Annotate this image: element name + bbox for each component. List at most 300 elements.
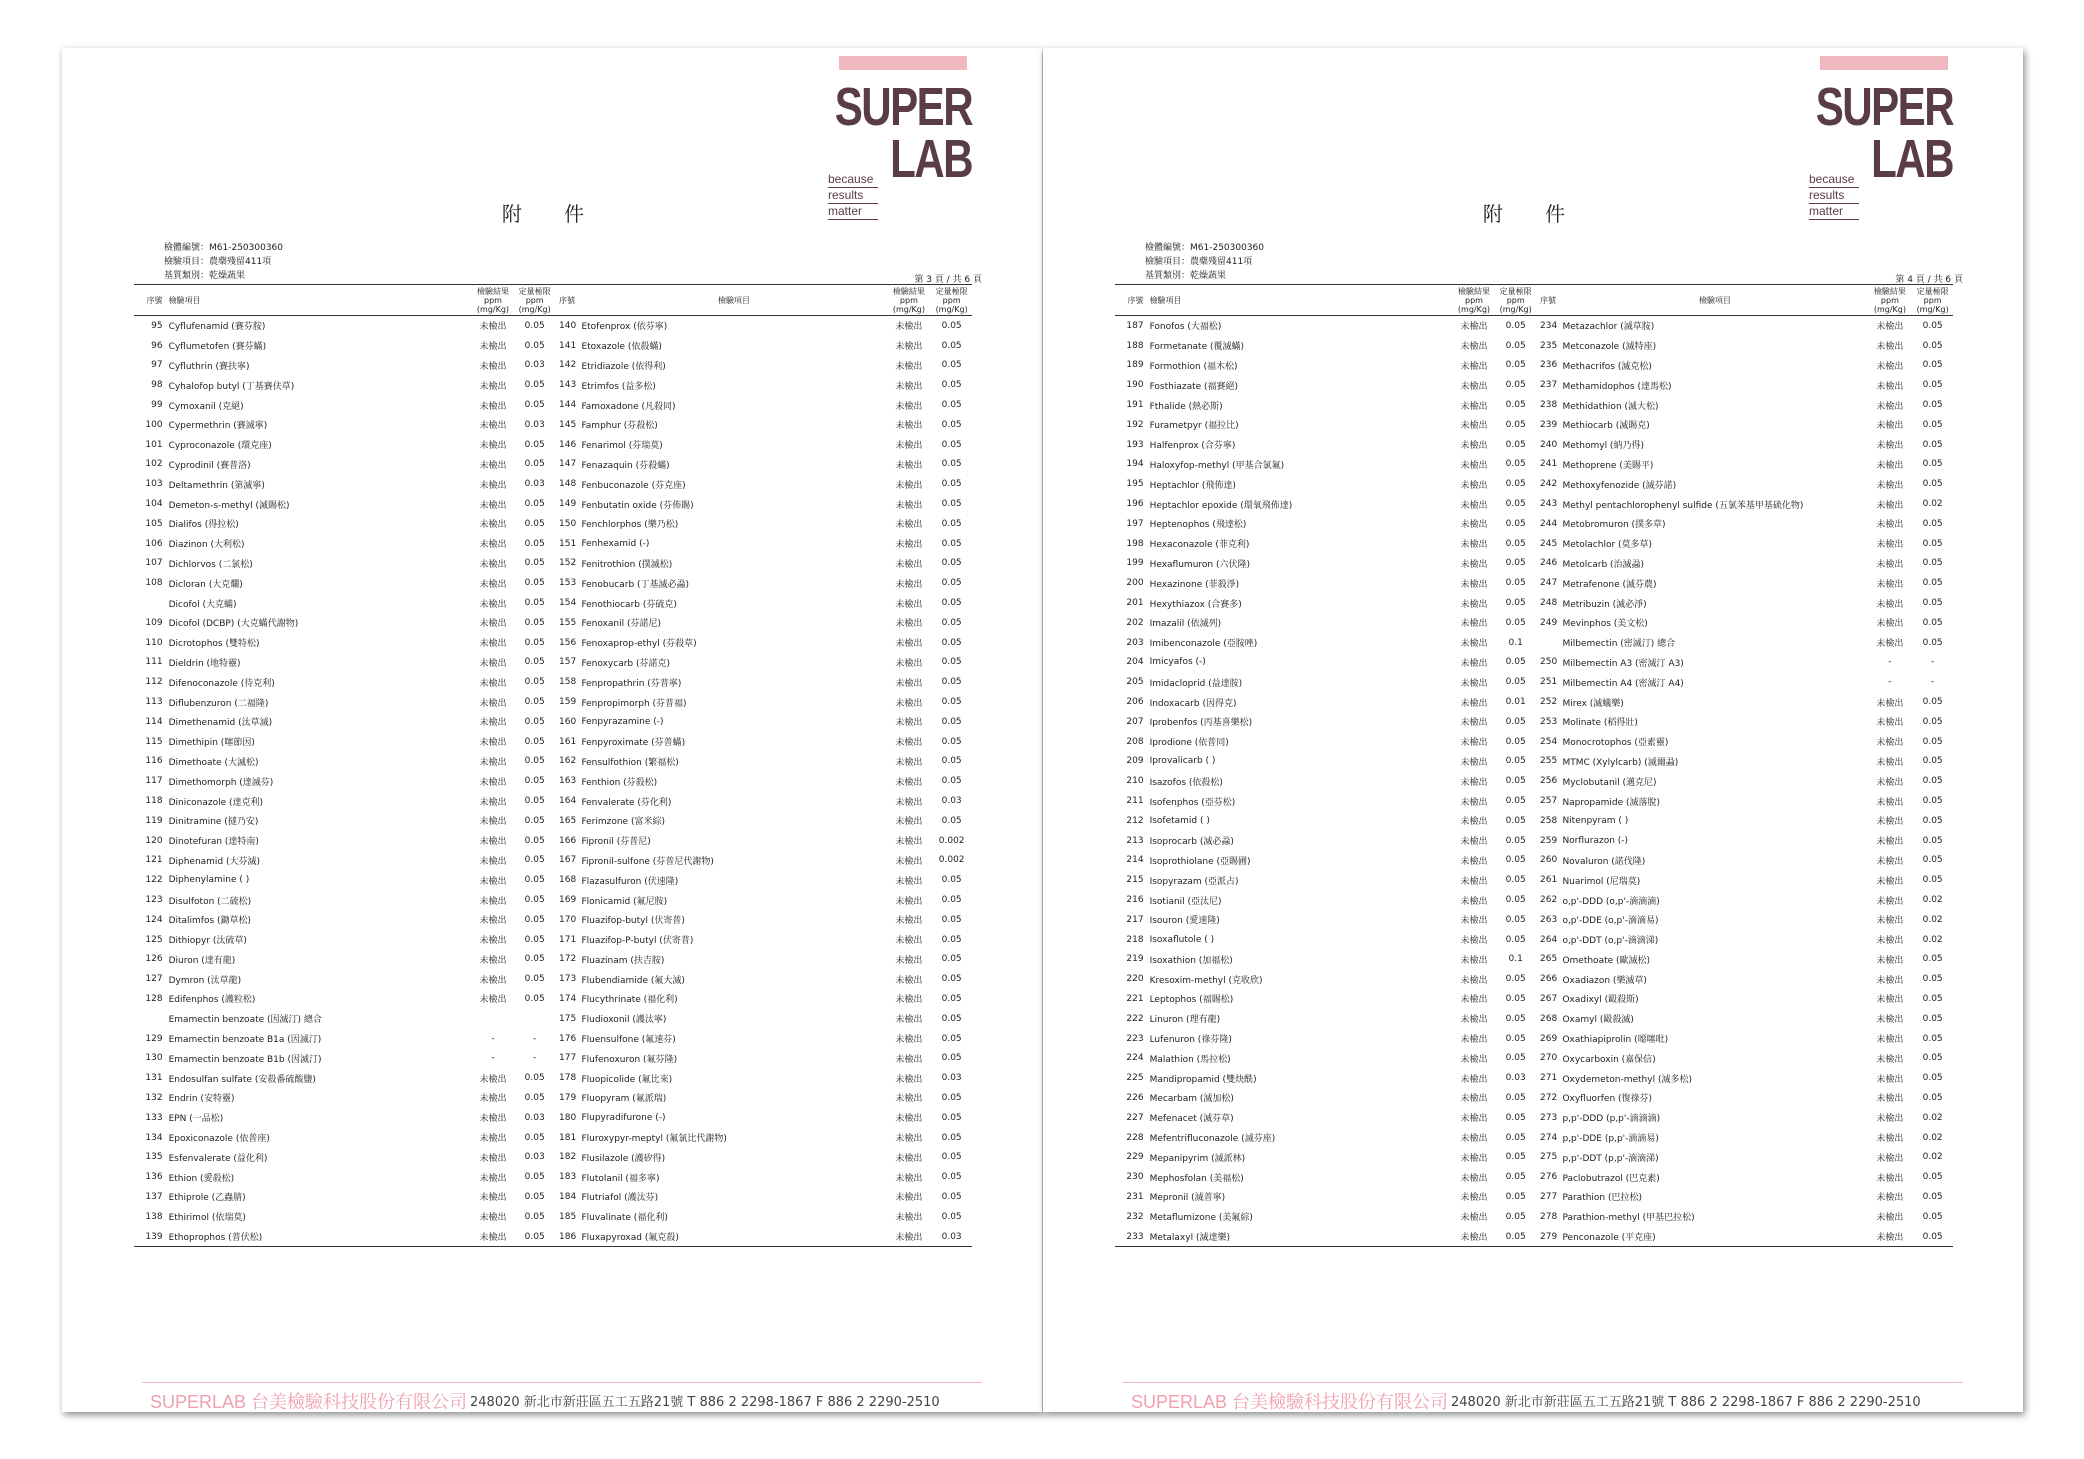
- table-row: [1115, 969, 1953, 989]
- quant-limit: 0.05: [1922, 320, 1943, 331]
- quant-limit: 0.05: [1505, 677, 1526, 688]
- table-row: [134, 1068, 972, 1088]
- table-row: [134, 890, 972, 910]
- quant-limit: 0.05: [1922, 617, 1943, 628]
- row-no: 194: [1126, 459, 1144, 470]
- pesticide-name: Mepanipyrim (滅派林): [1149, 1153, 1246, 1164]
- pesticide-name: Novaluron (諾伐隆): [1562, 856, 1646, 867]
- quant-limit: 0.05: [1505, 657, 1526, 668]
- result: 未檢出: [895, 718, 923, 729]
- result: 未檢出: [1460, 896, 1488, 907]
- table-row: [1115, 375, 1953, 395]
- row-no: 256: [1540, 776, 1558, 787]
- table-row: [134, 613, 972, 633]
- result: 未檢出: [1876, 738, 1904, 749]
- quant-limit: 0.05: [524, 400, 545, 411]
- pesticide-name: Isoprothiolane (亞賜圃): [1149, 856, 1251, 867]
- quant-limit: 0.05: [524, 677, 545, 688]
- sample-no: 檢體編號：M61-250300360: [1145, 243, 1264, 253]
- row-no: [134, 593, 169, 613]
- pesticide-name: Etoxazole (依殺蟎): [581, 342, 662, 353]
- pesticide-name: Metaflumizone (美氟綜): [1149, 1213, 1253, 1224]
- quant-limit: 0.05: [524, 499, 545, 510]
- pesticide-name: Haloxyfop-methyl (甲基合氯氟): [1149, 460, 1285, 471]
- quant-limit: 0.05: [1922, 1073, 1943, 1084]
- quant-limit: 0.02: [1922, 499, 1943, 510]
- table-row: [134, 395, 972, 415]
- quant-limit: 0.05: [1505, 1172, 1526, 1183]
- row-no: 219: [1126, 954, 1144, 965]
- quant-limit: -: [1931, 677, 1935, 688]
- table-row: [134, 989, 972, 1009]
- result: 未檢出: [1876, 1054, 1904, 1065]
- pesticide-name: Dimethipin (噻節因): [168, 738, 255, 749]
- result: 未檢出: [479, 619, 507, 630]
- row-no: 231: [1126, 1191, 1144, 1202]
- result: 未檢出: [1876, 876, 1904, 887]
- quant-limit: 0.1: [1508, 637, 1523, 648]
- table-row: [1115, 712, 1953, 732]
- result: 未檢出: [1460, 480, 1488, 491]
- row-no: 206: [1126, 697, 1144, 708]
- result: 未檢出: [1460, 797, 1488, 808]
- quant-limit: 0.05: [524, 993, 545, 1004]
- pesticide-name: Flusilazole (護矽得): [581, 1153, 666, 1164]
- result: 未檢出: [1460, 916, 1488, 927]
- pesticide-name: EPN (一品松): [168, 1114, 224, 1125]
- table-row: [134, 455, 972, 475]
- result: -: [1888, 677, 1892, 688]
- row-no: 208: [1126, 736, 1144, 747]
- row-no: 277: [1540, 1191, 1558, 1202]
- quant-limit: 0.05: [941, 993, 962, 1004]
- result: 未檢出: [479, 757, 507, 768]
- result: 未檢出: [1876, 995, 1904, 1006]
- result: 未檢出: [895, 361, 923, 372]
- result: 未檢出: [1876, 837, 1904, 848]
- result: 未檢出: [1460, 876, 1488, 887]
- row-no: 254: [1540, 736, 1558, 747]
- quant-limit: 0.05: [524, 340, 545, 351]
- row-no: 232: [1126, 1211, 1144, 1222]
- pesticide-name: Oxycarboxin (嘉保信): [1562, 1054, 1656, 1065]
- row-no: 274: [1540, 1132, 1558, 1143]
- pesticide-name: Famoxadone (凡殺同): [581, 401, 676, 412]
- table-row: [1115, 395, 1953, 415]
- result: 未檢出: [1876, 381, 1904, 392]
- table-row: [134, 1167, 972, 1187]
- quant-limit: 0.05: [1922, 558, 1943, 569]
- result: 未檢出: [1876, 698, 1904, 709]
- row-no: 187: [1126, 320, 1144, 331]
- pesticide-name: p,p'-DDD (p,p'-滴滴滴): [1562, 1114, 1661, 1125]
- row-no: 103: [145, 479, 163, 490]
- quant-limit: 0.05: [1922, 518, 1943, 529]
- table-row: [134, 573, 972, 593]
- result: 未檢出: [1876, 441, 1904, 452]
- quant-limit: 0.05: [941, 617, 962, 628]
- result: 未檢出: [895, 1114, 923, 1125]
- result: 未檢出: [895, 1074, 923, 1085]
- result: 未檢出: [479, 520, 507, 531]
- pesticide-name: Fluensulfone (氟速芬): [581, 1035, 676, 1046]
- quant-limit: 0.05: [1505, 934, 1526, 945]
- table-row: [134, 356, 972, 376]
- row-no: 262: [1540, 895, 1558, 905]
- pesticide-name: Flutriafol (護汰芬): [581, 1193, 659, 1204]
- result: 未檢出: [1460, 936, 1488, 947]
- result: 未檢出: [895, 817, 923, 828]
- pesticide-name: Diniconazole (達克利): [168, 797, 264, 808]
- result: 未檢出: [1460, 955, 1488, 966]
- row-no: 115: [145, 736, 163, 747]
- row-no: 201: [1126, 598, 1144, 609]
- pesticide-name: Omethoate (歐滅松): [1562, 955, 1651, 966]
- pesticide-name: Cyproconazole (環克座): [168, 441, 272, 452]
- pesticide-name: Flonicamid (氟尼胺): [581, 896, 668, 907]
- pesticide-name: Isofetamid ( ): [1149, 815, 1210, 826]
- result: 未檢出: [479, 797, 507, 808]
- row-no: 228: [1126, 1132, 1144, 1143]
- quant-limit: 0.05: [524, 1132, 545, 1143]
- row-no: 270: [1540, 1053, 1558, 1064]
- quant-limit: 0.05: [1922, 875, 1943, 886]
- result: 未檢出: [1460, 1035, 1488, 1046]
- quant-limit: 0.05: [524, 776, 545, 787]
- result: 未檢出: [895, 777, 923, 788]
- pesticide-name: Fipronil-sulfone (芬普尼代謝物): [581, 856, 714, 867]
- result: 未檢出: [479, 480, 507, 491]
- row-no: 239: [1540, 419, 1558, 430]
- footer-address: 248020 新北市新莊區五工五路21號 T 886 2 2298-1867 F 886 2 2290-2510: [1451, 1395, 1921, 1410]
- table-row: [1115, 633, 1953, 653]
- result: 未檢出: [1876, 1213, 1904, 1224]
- pesticide-name: Metalaxyl (滅達樂): [1149, 1233, 1230, 1244]
- result: 未檢出: [479, 441, 507, 452]
- result: 未檢出: [479, 1134, 507, 1145]
- pesticide-name: Fenvalerate (芬化利): [581, 797, 672, 808]
- pesticide-name: Isoxaflutole ( ): [1149, 934, 1215, 945]
- quant-limit: 0.05: [1505, 1013, 1526, 1024]
- result: 未檢出: [1460, 1213, 1488, 1224]
- result: 未檢出: [1876, 936, 1904, 947]
- table-row: [1115, 732, 1953, 752]
- quant-limit: 0.05: [1505, 1033, 1526, 1044]
- table-row: [1115, 474, 1953, 494]
- result: 未檢出: [479, 817, 507, 828]
- results-table: 序號 檢驗項目 檢驗結果 ppm (mg/Kg) 定量極限 ppm (mg/Kg) 序號 檢驗項目 檢驗結果 ppm (mg/Kg) 定量極限 ppm (mg/Kg) 187 Fonofos (大福松) 未檢出 0.05 234 Metazachlor (滅草胺) 未檢出 0.05 188 Formetanate (覆滅蟎) 未檢出 0.05 235 Metconazole (滅特座) 未檢出 0.05 189 Formothion (福木松) 未檢出 0.05 236 Methacrifos (滅克松) 未檢出 0.05 190 Fosthiazate (福賽絕) 未檢出 0.05 237 Methamidophos (達馬松) 未檢出 0.05 191 Fthalide (熱必斯) 未檢出 0.05 238 Methidathion (滅大松) 未檢出 0.05 192 Furametpyr (福拉比) 未檢出 0.05 239 Methiocarb (滅賜克) 未檢出 0.05 193 Halfenprox (合芬寧) 未檢出 0.05 240 Methomyl (納乃得) 未檢出 0.05 194 Haloxyfop-methyl (甲基合氯氟) 未檢出 0.05 241 Methoprene (美賜平) 未檢出 0.05 195 Heptachlor (飛佈達) 未檢出 0.05 242 Methoxyfenozide (滅芬諾) 未檢出 0.05 196 Heptachlor epoxide (環氧飛佈達) 未檢出 0.05 243 Methyl pentachlorophenyl sulfide (五氯苯基甲基硫化物) 未檢出 0.02 197 Heptenophos (飛達松) 未檢出 0.05 244 Metobromuron (撲多草) 未檢出 0.05 198 Hexaconazole (菲克利) 未檢出 0.05 245 Metolachlor (莫多草) 未檢出 0.05 199 Hexaflumuron (六伏隆) 未檢出 0.05 246 Metolcarb (治滅蝨) 未檢出 0.05 200 Hexazinone (菲殺淨) 未檢出 0.05 247 Metrafenone (滅芬農) 未檢出 0.05 201 Hexythiazox (合賽多) 未檢出 0.05 248 Metribuzin (滅必淨) 未檢出 0.05 202 Imazalil (依滅列) 未檢出 0.05 249 Mevinphos (美文松) 未檢出 0.05 203 Imibenconazole (亞胺唑) 未檢出 0.1 Milbemectin (密滅汀) 總合 未檢出 0.05 204 Imicyafos (-) 未檢出 0.05 250 Milbemectin A3 (密滅汀 A3) - - 205 Imidacloprid (益達胺) 未檢出 0.05 251 Milbemectin A4 (密滅汀 A4) - - 206 Indoxacarb (因得克) 未檢出 0.01 252 Mirex (滅蟻樂) 未檢出 0.05 207 Iprobenfos (丙基喜樂松) 未檢出 0.05 253 Molinate (稻得壯) 未檢出 0.05 208 Iprodione (依普同) 未檢出 0.05 254 Monocrotophos (亞素靈) 未檢出 0.05 209 Iprovalicarb ( ) 未檢出 0.05 255 MTMC (Xylylcarb) (滅爾蝨) 未檢出 0.05 210 Isazofos (依殺松) 未檢出 0.05 256 Myclobutanil (邁克尼) 未檢出 0.05 211 Isofenphos (亞芬松) 未檢出 0.05 257 Napropamide (滅落脫) 未檢出 0.05 212 Isofetamid ( ) 未檢出 0.05 258 Nitenpyram ( ) 未檢出 0.05 213 Isoprocarb (滅必蝨) 未檢出 0.05 259 Norflurazon (-) 未檢出 0.05 214 Isoprothiolane (亞賜圃) 未檢出 0.05 260 Novaluron (諾伐隆) 未檢出 0.05 215 Isopyrazam (亞派占) 未檢出 0.05 261 Nuarimol (尼瑞莫) 未檢出 0.05 216 Isotianil (亞汰尼) 未檢出 0.05 262 o,p'-DDD (o,p'-滴滴滴) 未檢出 0.02 217 Isouron (愛速隆) 未檢出 0.05 263 o,p'-DDE (o,p'-滴滴易) 未檢出 0.02 218 Isoxaflutole ( ) 未檢出 0.05 264 o,p'-DDT (o,p'-滴滴涕) 未檢出 0.02 219 Isoxathion (加福松) 未檢出 0.1 265 Omethoate (歐滅松) 未檢出 0.05 220 Kresoxim-methyl (克收欣) 未檢出 0.05 266 Oxadiazon (樂滅草) 未檢出 0.05 221 Leptophos (福賜松) 未檢出 0.05 267 Oxadixyl (毆殺斯) 未檢出 0.05 222 Linuron (理有龍) 未檢出 0.05 268 Oxamyl (毆殺滅) 未檢出 0.05 223 Lufenuron (祿芬隆) 未檢出 0.05 269 Oxathiapiprolin (噁噻吡) 未檢出 0.05 224 Malathion (馬拉松) 未檢出 0.05 270 Oxycarboxin (嘉保信) 未檢出 0.05 225 Mandipropamid (雙炔酰) 未檢出 0.03 271 Oxydemeton-methyl (滅多松) 未檢出 0.05 226 Mecarbam (滅加松) 未檢出 0.05 272 Oxyfluorfen (復祿芬) 未檢出 0.05 227 Mefenacet (滅芬草) 未檢出 0.05 273 p,p'-DDD (p,p'-滴滴滴) 未檢出 0.02 228 Mefentrifluconazole (滅芬座) 未檢出 0.05 274 p,p'-DDE (p,p'-滴滴易) 未檢出 0.02 229 Mepanipyrim (滅派林) 未檢出 0.05 275 p,p'-DDT (p,p'-滴滴涕) 未檢出 0.02 230 Mephosfolan (美福松) 未檢出 0.05 276 Paclobutrazol (巴克素) 未檢出 0.05 231 Mepronil (滅普寧) 未檢出 0.05 277 Parathion (巴拉松) 未檢出 0.05 232 Metaflumizone (美氟綜) 未檢出 0.05 278 Parathion-methyl (甲基巴拉松) 未檢出 0.05 233 Metalaxyl (滅達樂) 未檢出 0.05 279 Penconazole (平克座) 未檢出 0.05: [1115, 284, 1953, 1247]
- table-row: [1115, 336, 1953, 356]
- row-no: 191: [1126, 400, 1144, 411]
- quant-limit: 0.05: [1505, 400, 1526, 411]
- result: 未檢出: [895, 342, 923, 353]
- table-row: [1115, 554, 1953, 574]
- row-no: 112: [145, 677, 163, 688]
- result: 未檢出: [1876, 480, 1904, 491]
- quant-limit: 0.05: [1505, 736, 1526, 747]
- pesticide-name: Diphenamid (大芬滅): [168, 856, 261, 867]
- row-no: [134, 1009, 169, 1029]
- result: 未檢出: [1876, 896, 1904, 907]
- result: 未檢出: [479, 460, 507, 471]
- table-row: [134, 1088, 972, 1108]
- quant-limit: 0.05: [1922, 340, 1943, 351]
- row-no: 235: [1540, 340, 1558, 351]
- row-no: 237: [1540, 380, 1558, 391]
- row-no: 229: [1126, 1152, 1144, 1163]
- table-row: [1115, 811, 1953, 831]
- row-no: 104: [145, 499, 163, 510]
- result: 未檢出: [1460, 1094, 1488, 1105]
- pesticide-name: Etofenprox (依芬寧): [581, 322, 668, 333]
- row-no: 99: [151, 400, 163, 411]
- result: 未檢出: [479, 678, 507, 689]
- row-no: 147: [559, 459, 577, 470]
- pesticide-name: Methyl pentachlorophenyl sulfide (五氯苯基甲基硫化物): [1562, 500, 1804, 511]
- row-no: 179: [559, 1092, 577, 1103]
- matrix: 基質類別：乾燥蔬果: [1145, 271, 1227, 281]
- row-no: 162: [559, 756, 577, 767]
- pesticide-name: Fenpyroximate (芬普蟎): [581, 738, 686, 749]
- quant-limit: 0.05: [1505, 578, 1526, 589]
- pesticide-name: Demeton-s-methyl (滅賜松): [168, 500, 290, 511]
- result: 未檢出: [895, 500, 923, 511]
- result: 未檢出: [1460, 1193, 1488, 1204]
- quant-limit: 0.05: [524, 558, 545, 569]
- quant-limit: 0.002: [938, 835, 965, 846]
- row-no: 116: [145, 756, 163, 767]
- pesticide-name: Linuron (理有龍): [1149, 1015, 1221, 1026]
- result: 未檢出: [1876, 322, 1904, 333]
- pesticide-name: Methoprene (美賜平): [1562, 460, 1654, 471]
- quant-limit: 0.05: [1922, 954, 1943, 965]
- table-row: [134, 1048, 972, 1068]
- pesticide-name: Emamectin benzoate (因滅汀) 總合: [168, 1015, 322, 1026]
- table-row: [1115, 1009, 1953, 1029]
- row-no: 279: [1540, 1231, 1558, 1242]
- row-no: 171: [559, 934, 577, 945]
- pesticide-name: Isouron (愛速隆): [1149, 916, 1220, 927]
- quant-limit: 0.05: [941, 1211, 962, 1222]
- result: 未檢出: [895, 520, 923, 531]
- row-no: [1536, 633, 1562, 653]
- table-row: [134, 950, 972, 970]
- quant-limit: 0.05: [1922, 1191, 1943, 1202]
- row-no: 141: [559, 340, 577, 351]
- result: 未檢出: [479, 381, 507, 392]
- table-row: [134, 316, 972, 336]
- result: 未檢出: [895, 678, 923, 689]
- pesticide-name: Mephosfolan (美福松): [1149, 1173, 1244, 1184]
- row-no: 253: [1540, 716, 1558, 727]
- row-no: 272: [1540, 1092, 1558, 1103]
- quant-limit: 0.05: [524, 518, 545, 529]
- quant-limit: 0.05: [1505, 538, 1526, 549]
- pesticide-name: Mepronil (滅普寧): [1149, 1193, 1226, 1204]
- page-number: 第 3 頁 / 共 6 頁: [914, 275, 982, 285]
- pesticide-name: Dymron (汰草龍): [168, 975, 242, 986]
- quant-limit: 0.05: [1922, 974, 1943, 985]
- quant-limit: 0.05: [941, 419, 962, 430]
- row-no: 158: [559, 677, 577, 688]
- quant-limit: 0.05: [1505, 1092, 1526, 1103]
- row-no: 166: [559, 835, 577, 846]
- pesticide-name: Heptenophos (飛達松): [1149, 520, 1247, 531]
- matrix: 基質類別：乾燥蔬果: [164, 271, 246, 281]
- result: 未檢出: [479, 718, 507, 729]
- quant-limit: 0.05: [1922, 1092, 1943, 1103]
- row-no: 124: [145, 914, 163, 925]
- pesticide-name: Dieldrin (地特靈): [168, 658, 241, 669]
- pesticide-name: Fonofos (大福松): [1149, 322, 1222, 333]
- result: 未檢出: [1460, 1233, 1488, 1244]
- result: 未檢出: [895, 1035, 923, 1046]
- quant-limit: 0.05: [1505, 1053, 1526, 1064]
- pesticide-name: Diflubenzuron (二福隆): [168, 698, 269, 709]
- quant-limit: 0.05: [941, 875, 962, 886]
- quant-limit: 0.02: [1922, 895, 1943, 905]
- row-no: 111: [145, 657, 163, 668]
- pesticide-name: Mirex (滅蟻樂): [1562, 698, 1624, 709]
- footer: [1131, 1388, 1951, 1414]
- row-no: 273: [1540, 1112, 1558, 1123]
- result: 未檢出: [895, 698, 923, 709]
- pesticide-name: Fluopyram (氟派瑞): [581, 1094, 667, 1105]
- quant-limit: 0.05: [941, 598, 962, 609]
- row-no: 169: [559, 895, 577, 905]
- result: 未檢出: [1876, 1074, 1904, 1085]
- pesticide-name: Imibenconazole (亞胺唑): [1149, 639, 1258, 650]
- quant-limit: 0.05: [1505, 518, 1526, 529]
- pesticide-name: Isazofos (依殺松): [1149, 777, 1223, 788]
- row-no: 165: [559, 815, 577, 826]
- pesticide-name: Hexythiazox (合賽多): [1149, 599, 1242, 610]
- quant-limit: 0.05: [941, 320, 962, 331]
- pesticide-name: Halfenprox (合芬寧): [1149, 441, 1236, 452]
- result: 未檢出: [1876, 797, 1904, 808]
- row-no: 174: [559, 993, 577, 1004]
- result: 未檢出: [1460, 1015, 1488, 1026]
- pesticide-name: Methamidophos (達馬松): [1562, 381, 1672, 392]
- pesticide-name: Molinate (稻得壯): [1562, 718, 1638, 729]
- report-page-left: [62, 48, 1042, 1412]
- row-no: 128: [145, 993, 163, 1004]
- result: 未檢出: [1460, 777, 1488, 788]
- pesticide-name: Fenoxycarb (芬諾克): [581, 658, 671, 669]
- pesticide-name: Etrimfos (益多松): [581, 381, 656, 392]
- quant-limit: 0.05: [1505, 796, 1526, 807]
- pesticide-name: Cymoxanil (克絕): [168, 401, 244, 412]
- row-no: 113: [145, 697, 163, 708]
- quant-limit: 0.05: [1922, 538, 1943, 549]
- quant-limit: 0.05: [941, 1053, 962, 1064]
- quant-limit: 0.05: [1922, 1231, 1943, 1242]
- pesticide-name: Cyprodinil (賽普洛): [168, 460, 251, 471]
- quant-limit: 0.05: [524, 578, 545, 589]
- quant-limit: 0.03: [941, 1073, 962, 1084]
- result: 未檢出: [895, 619, 923, 630]
- quant-limit: 0.05: [1505, 499, 1526, 510]
- row-no: 266: [1540, 974, 1558, 985]
- result: 未檢出: [895, 916, 923, 927]
- quant-limit: 0.05: [1922, 756, 1943, 767]
- row-no: 126: [145, 954, 163, 965]
- row-no: 238: [1540, 400, 1558, 411]
- row-no: 205: [1126, 677, 1144, 688]
- result: 未檢出: [479, 876, 507, 887]
- quant-limit: 0.05: [941, 558, 962, 569]
- result: 未檢出: [1876, 1015, 1904, 1026]
- result: 未檢出: [479, 1114, 507, 1125]
- quant-limit: 0.05: [941, 736, 962, 747]
- pesticide-name: Epoxiconazole (依普座): [168, 1134, 270, 1145]
- result: 未檢出: [1460, 421, 1488, 432]
- table-row: [134, 969, 972, 989]
- quant-limit: 0.05: [941, 400, 962, 411]
- row-no: 222: [1126, 1013, 1144, 1024]
- pesticide-name: Famphur (芬殺松): [581, 421, 658, 432]
- row-no: 153: [559, 578, 577, 589]
- row-no: 217: [1126, 914, 1144, 925]
- pesticide-name: Indoxacarb (因得克): [1149, 698, 1237, 709]
- row-no: 243: [1540, 499, 1558, 510]
- pesticide-name: Fluazifop-P-butyl (伏寄普): [581, 936, 694, 947]
- table-row: [1115, 672, 1953, 692]
- pesticide-name: Ethirimol (依瑞莫): [168, 1213, 246, 1224]
- pesticide-name: MTMC (Xylylcarb) (滅爾蝨): [1562, 757, 1679, 768]
- row-no: 96: [151, 340, 163, 351]
- pesticide-name: Disulfoton (二硫松): [168, 896, 252, 907]
- pesticide-name: Fenbutatin oxide (芬佈賜): [581, 500, 694, 511]
- pesticide-name: Heptachlor epoxide (環氧飛佈達): [1149, 500, 1293, 511]
- pesticide-name: o,p'-DDD (o,p'-滴滴滴): [1562, 896, 1660, 907]
- pesticide-name: Fluazinam (扶吉胺): [581, 955, 665, 966]
- pesticide-name: Ethiprole (乙蟲腈): [168, 1193, 246, 1204]
- quant-limit: 0.05: [1505, 1231, 1526, 1242]
- pesticide-name: Ditalimfos (鋤草松): [168, 916, 252, 927]
- row-no: 119: [145, 815, 163, 826]
- row-no: 140: [559, 320, 577, 331]
- pesticide-name: Fenitrothion (撲滅松): [581, 559, 673, 570]
- result: 未檢出: [1876, 1094, 1904, 1105]
- pesticide-name: Metolcarb (治滅蝨): [1562, 559, 1645, 570]
- quant-limit: 0.03: [524, 1152, 545, 1163]
- pesticide-name: Flutolanil (福多寧): [581, 1173, 660, 1184]
- result: 未檢出: [479, 579, 507, 590]
- row-no: 152: [559, 558, 577, 569]
- pesticide-name: Flufenoxuron (氟芬隆): [581, 1054, 678, 1065]
- pesticide-name: Methiocarb (滅賜克): [1562, 421, 1650, 432]
- row-no: 154: [559, 598, 577, 609]
- result: 未檢出: [895, 1054, 923, 1065]
- quant-limit: 0.05: [941, 756, 962, 767]
- superlab-logo: SUPER LAB because results matter: [1809, 77, 1953, 218]
- result: 未檢出: [1460, 441, 1488, 452]
- quant-limit: 0.05: [1922, 796, 1943, 807]
- row-no: 211: [1126, 796, 1144, 807]
- table-row: [134, 851, 972, 871]
- document-title: 附 件: [1482, 202, 1584, 226]
- pesticide-name: Edifenphos (護粒松): [168, 995, 256, 1006]
- result: 未檢出: [1460, 540, 1488, 551]
- pesticide-name: Iprodione (依普同): [1149, 738, 1229, 749]
- row-no: 135: [145, 1152, 163, 1163]
- pesticide-name: Metobromuron (撲多草): [1562, 520, 1666, 531]
- table-row: [134, 1147, 972, 1167]
- pesticide-name: Fenoxanil (芬諾尼): [581, 619, 662, 630]
- table-row: [1115, 989, 1953, 1009]
- row-no: 149: [559, 499, 577, 510]
